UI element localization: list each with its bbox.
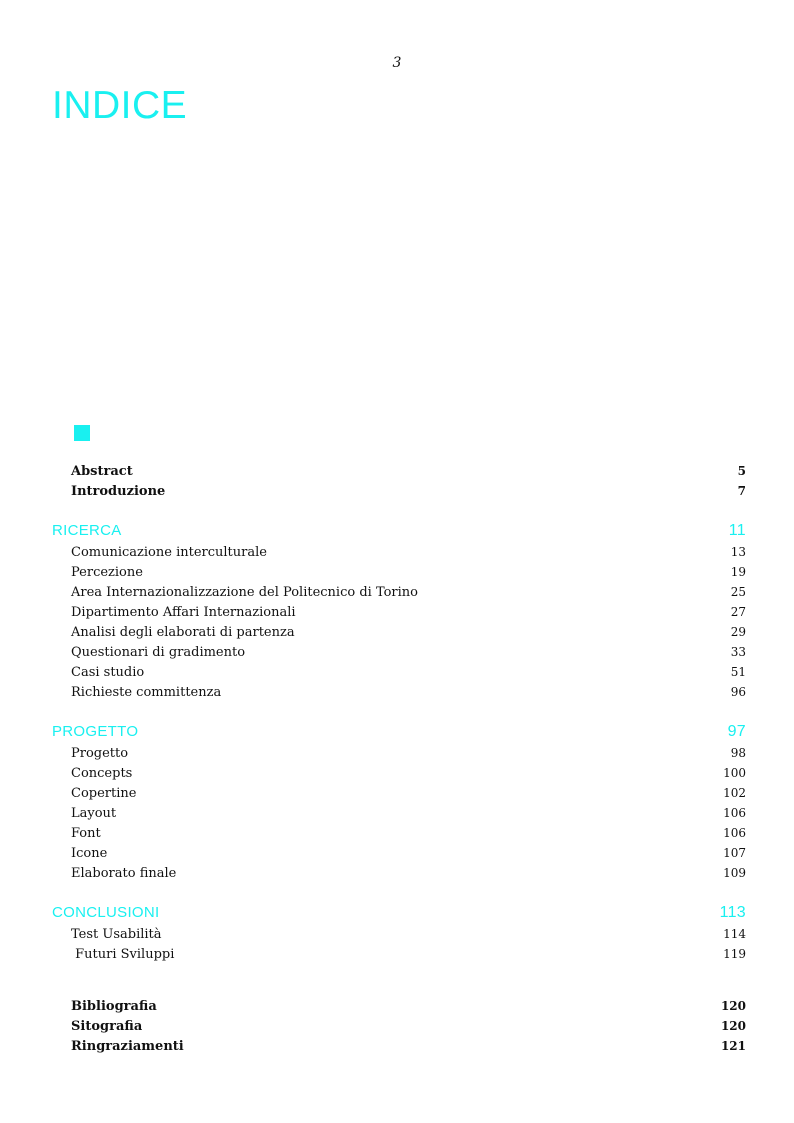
toc-entry-label: Questionari di gradimento bbox=[71, 645, 246, 660]
toc-entry-page: 27 bbox=[730, 605, 746, 619]
toc-entry-label: Casi studio bbox=[71, 665, 145, 680]
toc-entry[interactable] bbox=[52, 625, 746, 645]
toc-entry[interactable] bbox=[52, 665, 746, 685]
toc-entry-page: 98 bbox=[730, 746, 746, 760]
toc-entry[interactable] bbox=[52, 806, 746, 826]
toc-entry-sitografia[interactable] bbox=[52, 1019, 746, 1039]
toc-entry-page: 100 bbox=[723, 766, 746, 780]
toc-entry[interactable] bbox=[52, 565, 746, 585]
toc-entry[interactable] bbox=[52, 585, 746, 605]
toc-section-page: 113 bbox=[719, 904, 746, 921]
toc-entry-page: 51 bbox=[730, 665, 746, 679]
toc-entry-page: 107 bbox=[723, 846, 746, 860]
toc-entry-label: Icone bbox=[71, 846, 108, 861]
toc-entry-page: 102 bbox=[723, 786, 746, 800]
toc-entry-page: 13 bbox=[730, 545, 746, 559]
toc-entry-page: 121 bbox=[720, 1039, 746, 1053]
toc-entry-page: 29 bbox=[730, 625, 746, 639]
toc-entry-label: Percezione bbox=[71, 565, 143, 580]
toc-entry[interactable] bbox=[52, 645, 746, 665]
toc-entry[interactable] bbox=[52, 685, 746, 705]
toc-section-page: 97 bbox=[727, 723, 746, 740]
toc-entry[interactable] bbox=[52, 927, 746, 947]
toc-entry-label: Copertine bbox=[71, 786, 137, 801]
toc-entry-label: Bibliografia bbox=[71, 999, 157, 1014]
page-number: 3 bbox=[392, 55, 402, 71]
toc-entry-label: Test Usabilità bbox=[71, 927, 162, 942]
toc-entry-page: 106 bbox=[723, 806, 746, 820]
toc-entry[interactable] bbox=[52, 826, 746, 846]
toc-entry[interactable] bbox=[52, 846, 746, 866]
toc-entry-label: Concepts bbox=[71, 766, 133, 781]
toc-back-matter bbox=[52, 999, 746, 1059]
toc-entry-page: 7 bbox=[737, 484, 746, 498]
toc-entry-page: 119 bbox=[723, 947, 746, 961]
toc-entry-page: 106 bbox=[723, 826, 746, 840]
toc-entry-page: 109 bbox=[723, 866, 746, 880]
toc-entry[interactable] bbox=[52, 746, 746, 766]
toc-entry-page: 33 bbox=[730, 645, 746, 659]
toc-entry[interactable] bbox=[52, 766, 746, 786]
toc-section-title: CONCLUSIONI bbox=[52, 904, 160, 921]
toc-entry-label: Introduzione bbox=[71, 484, 166, 499]
toc-entry-label: Analisi degli elaborati di partenza bbox=[71, 625, 295, 640]
toc-section-heading[interactable] bbox=[52, 522, 746, 545]
toc-entry-page: 25 bbox=[730, 585, 746, 599]
toc-entry-label: Ringraziamenti bbox=[71, 1039, 184, 1054]
toc-entry[interactable] bbox=[52, 786, 746, 806]
toc-front-matter bbox=[52, 464, 746, 504]
toc-entry-label: Area Internazionalizzazione del Politecnico di Torino bbox=[71, 585, 419, 600]
toc-entry-label: Dipartimento Affari Internazionali bbox=[71, 605, 296, 620]
toc-entry-label: Font bbox=[71, 826, 101, 841]
toc-entry[interactable] bbox=[52, 545, 746, 565]
toc-entry[interactable] bbox=[52, 947, 746, 967]
toc-section-progetto bbox=[52, 723, 746, 886]
toc-entry-label: Elaborato finale bbox=[71, 866, 177, 881]
toc-entry-label: Abstract bbox=[71, 464, 133, 479]
toc-entry-page: 120 bbox=[720, 1019, 746, 1033]
toc-entry-label: Layout bbox=[71, 806, 117, 821]
toc-entry[interactable] bbox=[52, 866, 746, 886]
toc-entry-ringraziamenti[interactable] bbox=[52, 1039, 746, 1059]
toc-entry-label: Comunicazione interculturale bbox=[71, 545, 267, 560]
square-marker-icon bbox=[74, 425, 90, 441]
toc-entry-label: Futuri Sviluppi bbox=[71, 947, 175, 962]
toc-entry-page: 96 bbox=[730, 685, 746, 699]
toc-entry-introduzione[interactable] bbox=[52, 484, 746, 504]
toc-entry-page: 5 bbox=[737, 464, 746, 478]
toc-entry-page: 114 bbox=[723, 927, 746, 941]
toc-entry-label: Progetto bbox=[71, 746, 129, 761]
toc-entry-label: Richieste committenza bbox=[71, 685, 222, 700]
toc-section-page: 11 bbox=[728, 522, 746, 539]
toc-entry-page: 120 bbox=[720, 999, 746, 1013]
toc-section-ricerca bbox=[52, 522, 746, 705]
toc-entry-bibliografia[interactable] bbox=[52, 999, 746, 1019]
toc-entry-label: Sitografia bbox=[71, 1019, 143, 1034]
toc-entry[interactable] bbox=[52, 605, 746, 625]
toc-section-conclusioni bbox=[52, 904, 746, 967]
table-of-contents bbox=[52, 464, 746, 1077]
toc-section-title: PROGETTO bbox=[52, 723, 139, 740]
toc-section-heading[interactable] bbox=[52, 904, 746, 927]
toc-section-title: RICERCA bbox=[52, 522, 122, 539]
toc-entry-page: 19 bbox=[730, 565, 746, 579]
toc-entry-abstract[interactable] bbox=[52, 464, 746, 484]
toc-section-heading[interactable] bbox=[52, 723, 746, 746]
page-title: INDICE bbox=[52, 84, 188, 127]
